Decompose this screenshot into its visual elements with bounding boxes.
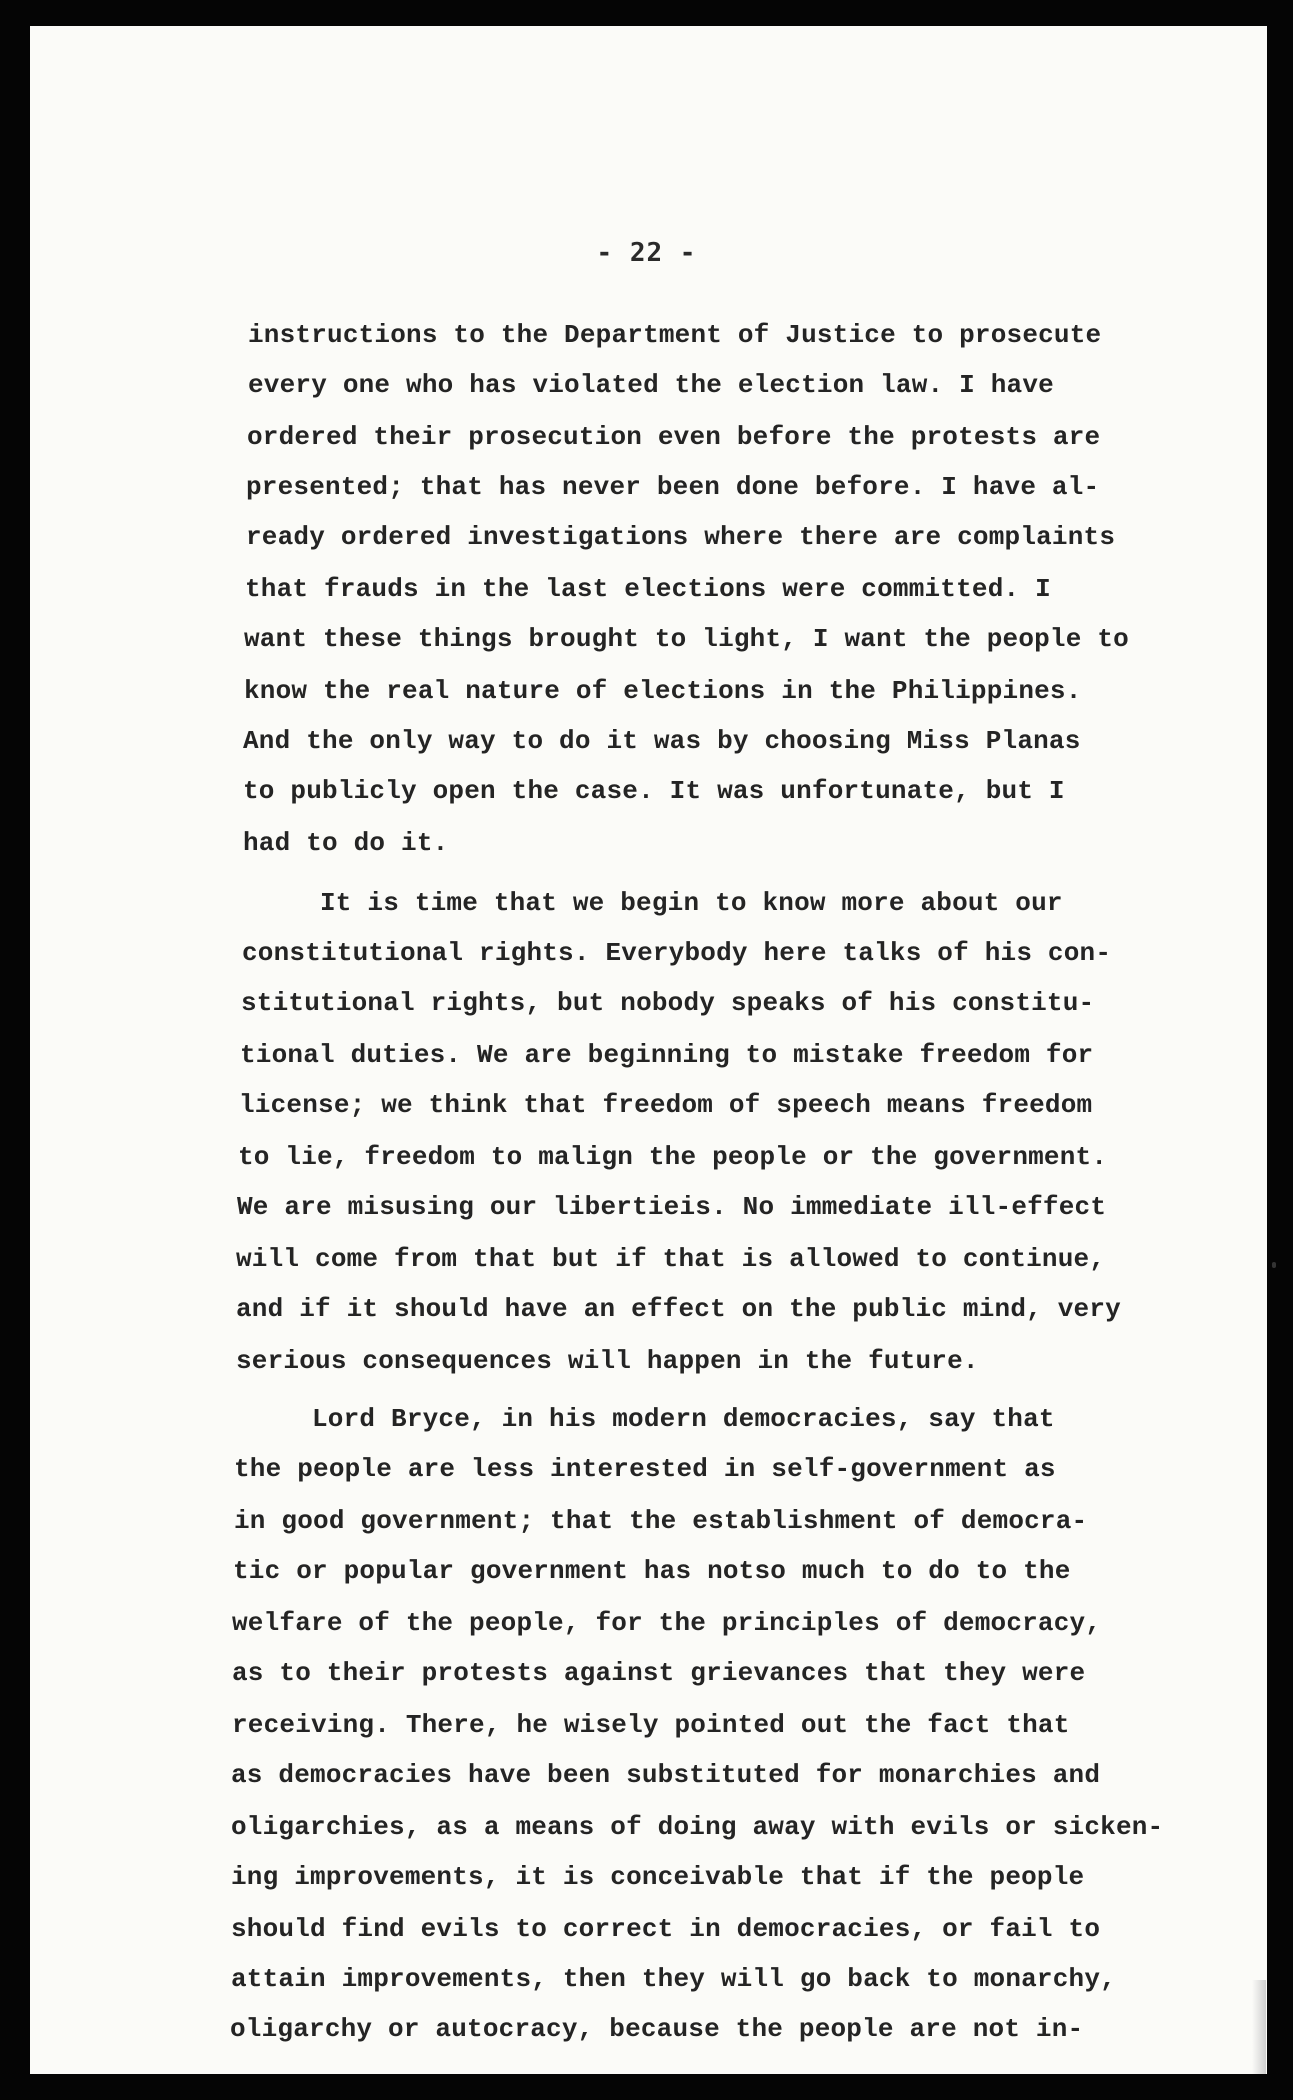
margin-speck	[1272, 1262, 1276, 1268]
text-line: constitutional rights. Everybody here talks of his con-	[242, 938, 1112, 968]
text-line: oligarchies, as a means of doing away with evils or sicken-	[231, 1812, 1164, 1842]
text-line: and if it should have an effect on the public mind, very	[236, 1294, 1121, 1324]
text-line: stitutional rights, but nobody speaks of his constitu-	[241, 988, 1095, 1018]
text-line: every one who has violated the election law. I have	[248, 370, 1054, 400]
text-line: want these things brought to light, I want the people to	[244, 624, 1129, 654]
paper-edge-shadow	[1252, 1980, 1266, 2074]
text-line: ready ordered investigations where there are complaints	[246, 522, 1116, 552]
text-line: had to do it.	[243, 828, 449, 858]
text-line: receiving. There, he wisely pointed out the fact that	[232, 1710, 1070, 1740]
text-line: We are misusing our libertieis. No immediate ill-effect	[237, 1192, 1107, 1222]
text-line: oligarchy or autocracy, because the people are not in-	[230, 2014, 1084, 2044]
text-line: to publicly open the case. It was unfortunate, but I	[243, 776, 1065, 806]
text-line: as democracies have been substituted for monarchies and	[231, 1760, 1101, 1790]
text-line: It is time that we begin to know more about our	[320, 888, 1063, 918]
text-line: to lie, freedom to malign the people or the government.	[238, 1142, 1108, 1172]
page-number: - 22 -	[596, 238, 697, 268]
text-line: welfare of the people, for the principles of democracy,	[232, 1608, 1102, 1638]
text-line: license; we think that freedom of speech means freedom	[239, 1090, 1093, 1120]
text-line: tional duties. We are beginning to mistake freedom for	[240, 1040, 1094, 1070]
text-line: instructions to the Department of Justice to prosecute	[248, 320, 1102, 350]
text-line: know the real nature of elections in the Philippines.	[244, 676, 1082, 706]
text-line: will come from that but if that is allowed to continue,	[236, 1244, 1106, 1274]
text-line: attain improvements, then they will go back to monarchy,	[231, 1964, 1116, 1994]
text-line: that frauds in the last elections were committed. I	[245, 574, 1051, 604]
text-line: should find evils to correct in democracies, or fail to	[231, 1914, 1101, 1944]
text-line: presented; that has never been done before. I have al-	[246, 472, 1100, 502]
text-line: in good government; that the establishment of democra-	[234, 1506, 1088, 1536]
text-line: serious consequences will happen in the future.	[236, 1346, 979, 1376]
text-line: as to their protests against grievances that they were	[232, 1658, 1086, 1688]
text-line: Lord Bryce, in his modern democracies, say that	[312, 1404, 1055, 1434]
text-line: ing improvements, it is conceivable that if the people	[231, 1862, 1085, 1892]
text-line: tic or popular government has notso much to do to the	[233, 1556, 1071, 1586]
text-line: the people are less interested in self-government as	[234, 1454, 1056, 1484]
text-line: ordered their prosecution even before the protests are	[247, 422, 1101, 452]
text-line: And the only way to do it was by choosing Miss Planas	[243, 726, 1081, 756]
